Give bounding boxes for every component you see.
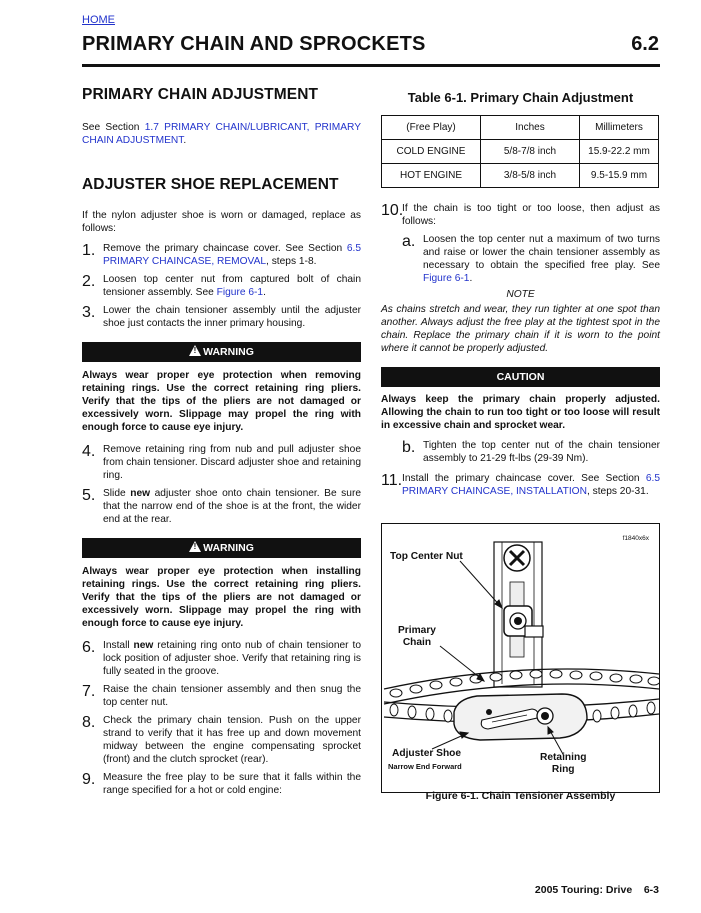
step-2: 2. Loosen top center nut from captured bolt of chain tensioner assembly. See Figure 6-1. <box>82 273 361 298</box>
step-7: 7. Raise the chain tensioner assembly and then snug the top center nut. <box>82 683 361 708</box>
table-cell: 15.9-22.2 mm <box>580 140 659 164</box>
caution-text: Always keep the primary chain properly adjusted. Allowing the chain to run too tight or too loose will result in excessive chain and sprocket wear. <box>381 394 660 431</box>
table-cell: 3/8-5/8 inch <box>481 164 580 188</box>
table-cell: 5/8-7/8 inch <box>481 140 580 164</box>
left-column <box>82 86 361 797</box>
heading-primary-chain-adjustment: PRIMARY CHAIN ADJUSTMENT <box>82 86 319 103</box>
note-text: As chains stretch and wear, they run tighter at one spot than another. Always adjust the free play at the tightest spot in the chain. Replace the primary chain if it is worn to the point where it cannot be properly adjusted. <box>381 304 660 354</box>
link-primary-chaincase-removal[interactable]: 6.5 PRIMARY CHAINCASE, REMOVAL <box>103 243 361 267</box>
warning-text-2: Always wear proper eye protection when installing retaining rings. Use the correct retaining ring pliers. Verify that the tips of the pliers are not damaged or excessively worn. Slippage may propel the ring with enough force to cause eye injury. <box>82 566 361 629</box>
link-figure-6-1[interactable]: Figure 6-1 <box>216 287 264 298</box>
section-number: 6.2 <box>631 33 659 55</box>
warning-icon: ! <box>189 345 201 356</box>
table-header-row <box>382 116 659 140</box>
warning-icon: ! <box>189 541 201 552</box>
step-10: 10. If the chain is too tight or too loose, then adjust as follows: <box>381 202 660 227</box>
intro-paragraph: If the nylon adjuster shoe is worn or damaged, replace as follows: <box>82 210 361 234</box>
adjuster-shoe-icon <box>454 694 587 740</box>
step-9: 9. Measure the free play to be sure that it falls within the range specified for a hot or cold engine: <box>82 771 361 796</box>
title-rule <box>82 64 660 67</box>
adjustment-table <box>381 115 659 188</box>
table-row <box>382 140 659 164</box>
step-11: 11. Install the primary chaincase cover. See Section 6.5 PRIMARY CHAINCASE, INSTALLATION, steps 20-31. <box>381 472 660 497</box>
label-primary-chain: Primary Chain <box>398 625 436 648</box>
step-6: 6. Install new retaining ring onto nub of chain tensioner to lock position of adjuster shoe. Verify that retaining ring is fully seated in the groove. <box>82 639 361 677</box>
step-5: 5. Slide new adjuster shoe onto chain tensioner. Be sure that the narrow end of the shoe is at the front, the wider end at the rear. <box>82 487 362 525</box>
warning-bar-2: ! WARNING <box>82 538 361 558</box>
page-footer: 2005 Touring: Drive 6-3 <box>534 884 659 896</box>
see-section-paragraph: See Section 1.7 PRIMARY CHAIN/LUBRICANT, PRIMARY CHAIN ADJUSTMENT. <box>82 122 361 146</box>
table-cell: HOT ENGINE <box>382 164 481 188</box>
label-retaining-ring: Retaining Ring <box>540 752 587 775</box>
table-row <box>382 164 659 188</box>
link-figure-6-1[interactable]: Figure 6-1 <box>423 273 470 284</box>
warning-text-1: Always wear proper eye protection when removing retaining rings. Use the correct retaining ring pliers. Verify that the tips of the pliers are not damaged or excessively worn. Slippage may propel the ring with enough force to cause eye injury. <box>82 370 361 433</box>
link-primary-chaincase-installation[interactable]: 6.5 PRIMARY CHAINCASE, INSTALLATION <box>402 473 660 497</box>
step-4: 4. Remove retaining ring from nub and pull adjuster shoe from chain tensioner. Discard adjuster shoe and retaining ring. <box>82 443 361 481</box>
step-3: 3. Lower the chain tensioner assembly until the adjuster shoe just contacts the inner primary housing. <box>82 304 361 329</box>
figure-id-code: f1840x6x <box>622 535 649 542</box>
table-header-cell: (Free Play) <box>382 116 481 140</box>
top-center-nut-icon <box>504 545 530 571</box>
step-8: 8. Check the primary chain tension. Push on the upper strand to verify that it has free up and down movement midway between the engine compensating sprocket (front) and the clutch sprocket (rear). <box>82 714 361 765</box>
table-title: Table 6-1. Primary Chain Adjustment <box>407 90 634 105</box>
home-link[interactable]: HOME <box>82 14 115 26</box>
figure-caption: Figure 6-1. Chain Tensioner Assembly <box>425 790 616 802</box>
label-adjuster-shoe: Adjuster Shoe <box>392 748 462 759</box>
table-cell: 9.5-15.9 mm <box>580 164 659 188</box>
right-column <box>381 90 660 498</box>
warning-bar-1: ! WARNING <box>82 342 361 362</box>
label-narrow-end-forward: Narrow End Forward <box>388 762 462 771</box>
note-heading: NOTE <box>506 289 535 300</box>
substep-b: b. Tighten the top center nut of the chain tensioner assembly to 21-29 ft-lbs (29-39 Nm). <box>402 439 660 464</box>
step-1: 1. Remove the primary chaincase cover. See Section 6.5 PRIMARY CHAINCASE, REMOVAL, steps 1-8. <box>82 242 361 267</box>
link-primary-chain-lubricant[interactable]: 1.7 PRIMARY CHAIN/LUBRICANT, PRIMARY CHAIN ADJUSTMENT <box>82 122 361 146</box>
figure-chain-tensioner <box>381 523 660 793</box>
caution-bar: CAUTION <box>381 367 660 387</box>
table-header-cell: Millimeters <box>580 116 659 140</box>
label-top-center-nut: Top Center Nut <box>390 551 463 562</box>
heading-adjuster-shoe-replacement: ADJUSTER SHOE REPLACEMENT <box>82 176 339 193</box>
table-cell: COLD ENGINE <box>382 140 481 164</box>
table-header-cell: Inches <box>481 116 580 140</box>
page-title: PRIMARY CHAIN AND SPROCKETS <box>82 33 426 55</box>
substep-a: a. Loosen the top center nut a maximum of two turns and raise or lower the chain tensioner assembly as necessary to obtain the specified free play. See Figure 6-1. <box>402 233 660 284</box>
